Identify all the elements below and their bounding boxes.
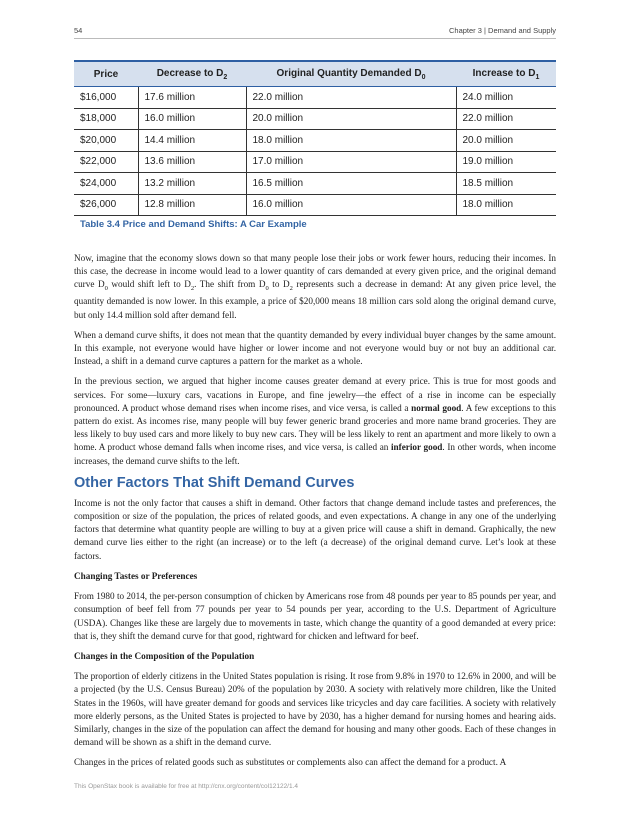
- cell-original: 18.0 million: [246, 130, 456, 152]
- page-number: 54: [74, 26, 83, 35]
- table-row: [74, 130, 556, 152]
- paragraph-related-goods: Changes in the prices of related goods such as substitutes or complements also can affect the demand for a product. A: [74, 757, 507, 768]
- term-normal-good: normal good: [411, 402, 462, 413]
- footer-note: This OpenStax book is available for free at http://cnx.org/content/col12122/1.4: [74, 783, 299, 790]
- cell-price: $24,000: [74, 173, 138, 195]
- table-header-row: [74, 61, 556, 87]
- table-row: [74, 173, 556, 195]
- cell-increase: 18.5 million: [456, 173, 556, 195]
- cell-price: $26,000: [74, 194, 138, 216]
- cell-original: 16.5 million: [246, 173, 456, 195]
- section-heading: Other Factors That Shift Demand Curves: [74, 474, 355, 491]
- cell-decrease: 14.4 million: [138, 130, 246, 152]
- cell-increase: 24.0 million: [456, 87, 556, 109]
- term-inferior-good: inferior good: [390, 442, 443, 453]
- cell-decrease: 13.2 million: [138, 173, 246, 195]
- cell-increase: 20.0 million: [456, 130, 556, 152]
- paragraph-population: The proportion of elderly citizens in the United States population is rising. It rose from 9.8% in 1970 to 12.6% in 2000, and will be a projected (by the U.S. Census Bureau) 20% of the population by 2030. A society with relatively more children, like the United States in the 1960s, will have greater demand for goods and services like tricycles and day care facilities. A society with relatively more elderly persons, as the United States is projected to have by 2030, has a higher demand for nursing homes and hearing aids. Similarly, changes in the size of the population can affect the demand for housing and many other goods. Each of these changes in demand will be shown as a shift in the demand curve.: [74, 671, 556, 748]
- cell-original: 17.0 million: [246, 151, 456, 173]
- cell-price: $16,000: [74, 87, 138, 109]
- cell-price: $20,000: [74, 130, 138, 152]
- paragraph-tastes: From 1980 to 2014, the per-person consumption of chicken by Americans rose from 48 pounds per year to 85 pounds per year, and consumption of beef fell from 77 pounds per year to 54 pounds per year, according to the U.S. Department of Agriculture (USDA). Changes like these are largely due to movements in taste, which change the quantity of a good demanded at every price: that is, they shift the demand curve for that good, rightward for chicken and leftward for beef.: [74, 591, 556, 641]
- cell-original: 20.0 million: [246, 108, 456, 130]
- chapter-title: Chapter 3 | Demand and Supply: [448, 26, 556, 35]
- table-row: [74, 194, 556, 216]
- cell-original: 22.0 million: [246, 87, 456, 109]
- header-original: Original Quantity Demanded $D_0$: [246, 61, 456, 87]
- cell-price: $22,000: [74, 151, 138, 173]
- cell-decrease: 13.6 million: [138, 151, 246, 173]
- table-row: [74, 108, 556, 130]
- paragraph-demand-shift: When a demand curve shifts, it does not mean that the quantity demanded by every individual buyer changes by the same amount. In this example, not everyone would have higher or lower income and not everyone would buy or not buy an additional car. Instead, a shift in a demand curve captures a pattern for the market as a whole.: [74, 329, 556, 367]
- cell-decrease: 17.6 million: [138, 87, 246, 109]
- cell-increase: 19.0 million: [456, 151, 556, 173]
- subheading-tastes: Changing Tastes or Preferences: [74, 570, 198, 581]
- header-increase: Increase to $D_1$: [456, 61, 556, 87]
- body-text: [74, 252, 556, 777]
- table-row: [74, 87, 556, 109]
- table-row: [74, 151, 556, 173]
- cell-original: 16.0 million: [246, 194, 456, 216]
- cell-decrease: 12.8 million: [138, 194, 246, 216]
- cell-increase: 18.0 million: [456, 194, 556, 216]
- subheading-population: Changes in the Composition of the Population: [74, 650, 255, 661]
- paragraph-other-factors: Income is not the only factor that causes a shift in demand. Other factors that change demand include tastes and preferences, the composition or size of the population, the prices of related goods, and even expectations. A change in any one of the underlying factors that determine what quantity people are willing to buy at a given price will cause a shift in demand. Graphically, the new demand curve lies either to the right (an increase) or to the left (a decrease) of the original demand curve. Let’s look at these factors.: [74, 497, 556, 561]
- cell-price: $18,000: [74, 108, 138, 130]
- header-decrease: Decrease to $D_2$: [138, 61, 246, 87]
- paragraph-income-decrease: Now, imagine that the economy slows down so that many people lose their jobs or work fewer hours, reducing their incomes. In this case, the decrease in income would lead to a lower quantity of cars demanded at every given price, and the original demand curve $D_0$ would shift left to $D_2$. The shift from $D_0$ to $D_2$ represents such a decrease in demand: At any given price level, the quantity demanded is now lower. In this example, a price of $20,000 means 18 million cars sold along the original demand curve, but only 14.4 million sold after demand fell.: [74, 253, 556, 320]
- paragraph-normal-inferior: In the previous section, we argued that higher income causes greater demand at every price. This is true for most goods and services. For some—luxury cars, vacations in Europe, and fine jewelry—the effect of a rise in income can be especially pronounced. A product whose demand rises when income rises, and vice versa, is called a normal good. A few exceptions to this pattern do exist. As incomes rise, many people will buy fewer generic brand groceries and more name brand groceries. They are less likely to buy used cars and more likely to buy new cars. They will be less likely to rent an apartment and more likely to own a home. A product whose demand falls when income rises, and vice versa, is called an inferior good. In other words, when income increases, the demand curve shifts to the left.: [74, 376, 556, 466]
- header-rule: [74, 38, 556, 39]
- cell-increase: 22.0 million: [456, 108, 556, 130]
- table-caption: Table 3.4 Price and Demand Shifts: A Car Example: [80, 219, 307, 230]
- price-demand-table: [74, 60, 556, 216]
- cell-decrease: 16.0 million: [138, 108, 246, 130]
- header-price: Price: [74, 61, 138, 87]
